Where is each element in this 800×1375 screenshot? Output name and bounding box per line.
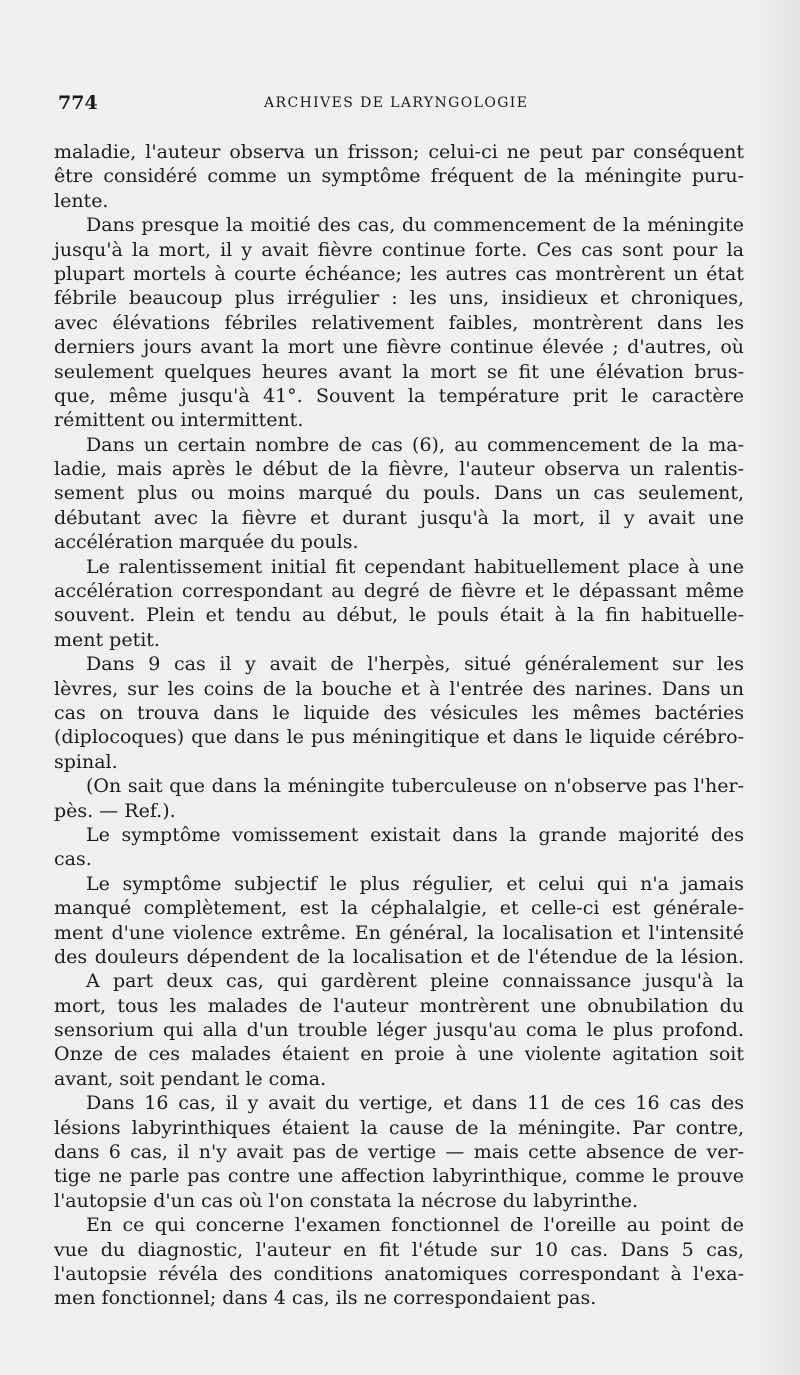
text-line: souvent. Plein et tendu au début, le pouls était à la fin habituelle- [54, 604, 744, 627]
text-line: ment d'une violence extrême. En général, la localisation et l'intensité [54, 921, 744, 944]
page-header [52, 92, 752, 116]
text-line: tige ne parle pas contre une affection labyrinthique, comme le prouve [54, 1165, 744, 1188]
text-line: lèvres, sur les coins de la bouche et à l'entrée des narines. Dans un [54, 677, 744, 700]
text-line: rémittent ou intermittent. [54, 409, 304, 432]
text-line: cas on trouva dans le liquide des vésicules les mêmes bactéries [54, 701, 744, 724]
text-line: jusqu'à la mort, il y avait fièvre continue forte. Ces cas sont pour la [54, 238, 744, 261]
text-line: avec élévations fébriles relativement faibles, montrèrent dans les [54, 311, 744, 334]
text-line: pès. — Ref.). [54, 799, 176, 822]
text-line: maladie, l'auteur observa un frisson; celui-ci ne peut par conséquent [54, 141, 744, 163]
text-line: Le ralentissement initial fit cependant habituellement place à une [86, 555, 744, 578]
page-gutter-shadow [760, 0, 800, 1375]
text-line: ladie, mais après le début de la fièvre, l'auteur observa un ralentis- [54, 458, 744, 481]
text-line: débutant avec la fièvre et durant jusqu'à la mort, il y avait une [54, 506, 744, 529]
text-line: seulement quelques heures avant la mort se fit une élévation brus- [54, 360, 744, 383]
text-line: manqué complètement, est la céphalalgie, et celle-ci est générale- [54, 897, 744, 920]
text-line: mort, tous les malades de l'auteur montrèrent une obnubilation du [54, 994, 744, 1017]
page-number: 774 [58, 92, 98, 114]
text-line: Dans un certain nombre de cas (6), au commencement de la ma- [86, 433, 744, 456]
text-line: Le symptôme subjectif le plus régulier, et celui qui n'a jamais [86, 872, 744, 895]
text-line: Dans presque la moitié des cas, du commencement de la méningite [86, 214, 744, 237]
text-line: lente. [54, 189, 109, 212]
text-line: cas. [54, 848, 92, 871]
text-line: vue du diagnostic, l'auteur en fit l'étude sur 10 cas. Dans 5 cas, [54, 1238, 744, 1261]
text-line: ment petit. [54, 628, 160, 651]
text-line: dans 6 cas, il n'y avait pas de vertige — mais cette absence de ver- [54, 1141, 744, 1164]
text-line: A part deux cas, qui gardèrent pleine connaissance jusqu'à la [86, 970, 744, 993]
text-line: men fonctionnel; dans 4 cas, ils ne correspondaient pas. [54, 1287, 597, 1310]
text-line: sensorium qui alla d'un trouble léger jusqu'au coma le plus profond. [54, 1019, 744, 1042]
text-line: Dans 16 cas, il y avait du vertige, et dans 11 de ces 16 cas des [86, 1092, 744, 1115]
text-line: fébrile beaucoup plus irrégulier : les uns, insidieux et chroniques, [54, 287, 744, 310]
text-line: sement plus ou moins marqué du pouls. Dans un cas seulement, [54, 482, 744, 505]
running-title: ARCHIVES DE LARYNGOLOGIE [264, 95, 529, 111]
text-line: l'autopsie révéla des conditions anatomiques correspondant à l'exa- [54, 1262, 744, 1285]
text-line: spinal. [54, 750, 118, 773]
text-line: Dans 9 cas il y avait de l'herpès, situé généralement sur les [86, 653, 744, 676]
text-line: accélération correspondant au degré de fièvre et le dépassant même [54, 580, 744, 603]
text-line: des douleurs dépendent de la localisation et de l'étendue de la lésion. [54, 945, 744, 968]
text-line: avant, soit pendant le coma. [54, 1067, 327, 1090]
text-line: Onze de ces malades étaient en proie à une violente agitation soit [54, 1043, 744, 1066]
text-line: lésions labyrinthiques étaient la cause de la méningite. Par contre, [54, 1116, 744, 1139]
text-line: derniers jours avant la mort une fièvre continue élevée ; d'autres, où [54, 336, 744, 359]
text-line: accélération marquée du pouls. [54, 531, 359, 554]
text-line: En ce qui concerne l'examen fonctionnel de l'oreille au point de [86, 1214, 744, 1237]
text-line: Le symptôme vomissement existait dans la grande majorité des [86, 823, 744, 846]
text-line: l'autopsie d'un cas où l'on constata la nécrose du labyrinthe. [54, 1189, 639, 1212]
text-line: (diplocoques) que dans le pus méningitique et dans le liquide cérébro- [54, 726, 744, 749]
text-line: (On sait que dans la méningite tuberculeuse on n'observe pas l'her- [86, 775, 744, 798]
text-line: être considéré comme un symptôme fréquent de la méningite puru- [54, 165, 744, 188]
body-text [54, 140, 744, 1311]
text-line: plupart mortels à courte échéance; les autres cas montrèrent un état [54, 262, 744, 285]
text-line: que, même jusqu'à 41°. Souvent la température prit le caractère [54, 384, 744, 407]
